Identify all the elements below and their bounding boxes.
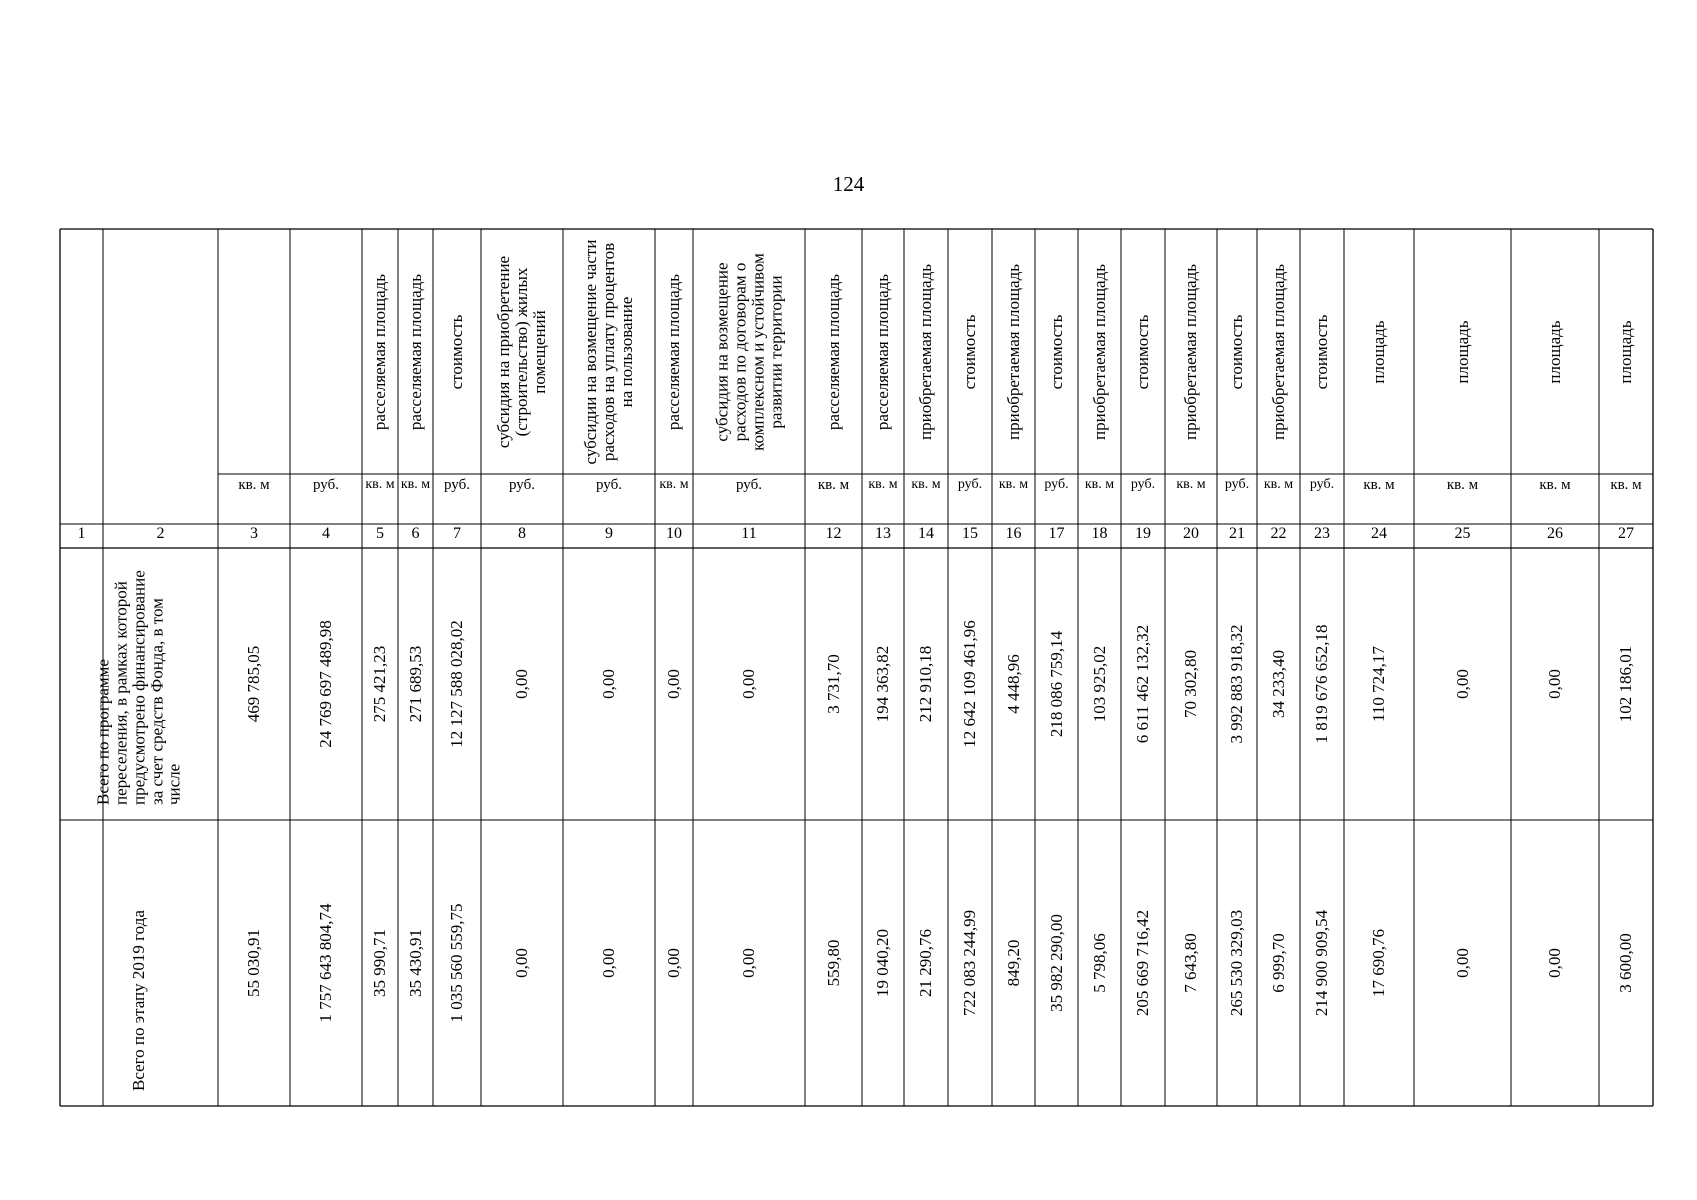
table-cell-23	[1300, 820, 1344, 1106]
cell-value: 0,00	[599, 948, 619, 978]
cell-value: 1 757 643 804,74	[316, 903, 336, 1023]
column-header-27	[1599, 229, 1653, 474]
table-cell-17	[1035, 548, 1078, 820]
table-cell-9	[563, 548, 655, 820]
column-number-10: 10	[666, 525, 682, 542]
column-unit-25: кв. м	[1446, 477, 1479, 493]
cell-value: 271 689,53	[405, 645, 425, 723]
column-number-23: 23	[1314, 525, 1330, 542]
cell-value: 212 910,18	[916, 645, 936, 723]
table-cell-15	[948, 820, 992, 1106]
cell-value: 35 982 290,00	[1046, 914, 1066, 1012]
table-cell-27	[1599, 548, 1653, 820]
column-header-25	[1414, 229, 1511, 474]
column-header-26	[1511, 229, 1599, 474]
cell-value: 7 643,80	[1181, 933, 1201, 993]
table-cell-20	[1165, 548, 1217, 820]
column-unit-14: кв. м	[911, 477, 941, 492]
cell-value: 21 290,76	[916, 929, 936, 997]
column-number-9: 9	[605, 525, 613, 542]
column-unit-10: кв. м	[659, 477, 689, 492]
column-header-19	[1121, 229, 1165, 474]
column-header-text: расселяемая площадь	[370, 273, 390, 430]
column-unit-15: руб.	[957, 477, 983, 492]
column-unit-17: руб.	[1044, 477, 1069, 492]
column-number-3: 3	[250, 525, 258, 542]
table-cell-7	[433, 820, 481, 1106]
table-cell-26	[1511, 820, 1599, 1106]
column-header-text: приобретаемая площадь	[916, 263, 936, 440]
table-cell-17	[1035, 820, 1078, 1106]
table-cell-8	[481, 820, 563, 1106]
cell-value: 6 611 462 132,32	[1133, 624, 1153, 744]
column-header-7	[433, 229, 481, 474]
cell-value: 559,80	[823, 939, 843, 987]
column-header-text: стоимость	[1133, 314, 1153, 389]
cell-value: 722 083 244,99	[960, 909, 980, 1017]
cell-value: 0,00	[1452, 669, 1472, 699]
cell-value: 5 798,06	[1089, 933, 1109, 993]
table-cell-11	[693, 548, 805, 820]
table-cell-5	[362, 820, 398, 1106]
column-unit-11: руб.	[736, 477, 762, 493]
table-cell-12	[805, 548, 862, 820]
table-cell-5	[362, 548, 398, 820]
cell-value: 214 900 909,54	[1312, 909, 1332, 1017]
column-header-22	[1257, 229, 1300, 474]
column-unit-3: кв. м	[238, 477, 270, 493]
table-cell-18	[1078, 548, 1121, 820]
column-unit-21: руб.	[1224, 477, 1250, 492]
cell-value: 0,00	[1545, 669, 1565, 699]
table-cell-26	[1511, 548, 1599, 820]
cell-value: 1 819 676 652,18	[1312, 624, 1332, 744]
column-number-26: 26	[1547, 525, 1563, 542]
row-label-text: Всего по программе переселения, в рамках которой предусмотрено финансирование за счет средств Фонда, в том числе	[93, 570, 184, 805]
column-number-19: 19	[1135, 525, 1151, 542]
cell-value: 110 724,17	[1369, 646, 1389, 722]
table-cell-14	[904, 820, 948, 1106]
cell-value: 0,00	[512, 669, 532, 699]
column-header-16	[992, 229, 1035, 474]
column-unit-9: руб.	[596, 477, 622, 493]
column-header-8	[481, 229, 563, 474]
table-cell-13	[862, 548, 904, 820]
column-number-11: 11	[741, 525, 757, 542]
column-unit-23: руб.	[1309, 477, 1335, 492]
column-header-text: площадь	[1452, 319, 1472, 384]
table-cell-10	[655, 820, 693, 1106]
row-label	[60, 820, 218, 1106]
column-header-text: приобретаемая площадь	[1003, 263, 1023, 440]
row-label	[60, 548, 218, 820]
column-number-7: 7	[453, 525, 461, 542]
column-header-text: стоимость	[447, 314, 467, 389]
table-cell-19	[1121, 820, 1165, 1106]
table-cell-4	[290, 548, 362, 820]
table-cell-23	[1300, 548, 1344, 820]
column-number-8: 8	[518, 525, 526, 542]
table-cell-25	[1414, 548, 1511, 820]
row-label-text: Всего по этапу 2019 года	[129, 910, 149, 1091]
column-header-10	[655, 229, 693, 474]
column-number-4: 4	[322, 525, 330, 542]
column-number-24: 24	[1371, 525, 1387, 542]
cell-value: 0,00	[739, 669, 759, 699]
column-unit-20: кв. м	[1176, 477, 1206, 492]
table-cell-12	[805, 820, 862, 1106]
table-cell-18	[1078, 820, 1121, 1106]
cell-value: 205 669 716,42	[1133, 909, 1153, 1017]
column-number-15: 15	[962, 525, 978, 542]
column-header-11	[693, 229, 805, 474]
cell-value: 265 530 329,03	[1227, 909, 1247, 1017]
column-header-9	[563, 229, 655, 474]
cell-value: 275 421,23	[370, 645, 390, 723]
table-cell-6	[398, 548, 433, 820]
column-header-text: приобретаемая площадь	[1268, 263, 1288, 440]
table-cell-27	[1599, 820, 1653, 1106]
cell-value: 55 030,91	[244, 929, 264, 997]
table-cell-8	[481, 548, 563, 820]
column-number-20: 20	[1183, 525, 1199, 542]
column-number-5: 5	[376, 525, 384, 542]
table-cell-3	[218, 820, 290, 1106]
column-number-13: 13	[875, 525, 891, 542]
column-unit-12: кв. м	[817, 477, 850, 493]
column-header-18	[1078, 229, 1121, 474]
column-number-22: 22	[1270, 525, 1287, 542]
column-header-text: субсидия на приобретение (строительство) жилых помещений	[494, 255, 549, 448]
column-header-text: расселяемая площадь	[405, 273, 425, 430]
cell-value: 102 186,01	[1616, 645, 1636, 723]
cell-value: 3 600,00	[1616, 933, 1636, 993]
column-header-text: расселяемая площадь	[664, 273, 684, 430]
column-unit-19: руб.	[1130, 477, 1156, 492]
column-number-18: 18	[1091, 525, 1108, 542]
table-cell-16	[992, 820, 1035, 1106]
cell-value: 849,20	[1003, 939, 1023, 987]
table-cell-7	[433, 548, 481, 820]
table-cell-4	[290, 820, 362, 1106]
column-unit-24: кв. м	[1363, 477, 1395, 493]
table-cell-14	[904, 548, 948, 820]
cell-value: 17 690,76	[1369, 929, 1389, 997]
table-cell-11	[693, 820, 805, 1106]
table-cell-22	[1257, 548, 1300, 820]
table-cell-10	[655, 548, 693, 820]
cell-value: 4 448,96	[1003, 654, 1023, 714]
cell-value: 35 430,91	[405, 929, 425, 997]
column-number-21: 21	[1229, 525, 1245, 542]
column-header-text: расселяемая площадь	[873, 273, 893, 430]
column-number-27: 27	[1618, 525, 1634, 542]
table-cell-20	[1165, 820, 1217, 1106]
column-number-25: 25	[1454, 525, 1471, 542]
cell-value: 6 999,70	[1268, 933, 1288, 993]
column-number-16: 16	[1005, 525, 1022, 542]
cell-value: 0,00	[1545, 948, 1565, 978]
cell-value: 0,00	[1452, 948, 1472, 978]
page-number: 124	[832, 172, 865, 196]
column-header-15	[948, 229, 992, 474]
table-cell-24	[1344, 548, 1414, 820]
column-number-1: 1	[77, 525, 86, 542]
column-header-5	[362, 229, 398, 474]
column-header-text: приобретаемая площадь	[1089, 263, 1109, 440]
cell-value: 12 642 109 461,96	[960, 620, 980, 748]
cell-value: 12 127 588 028,02	[447, 620, 467, 748]
column-unit-13: кв. м	[868, 477, 898, 492]
cell-value: 0,00	[512, 948, 532, 978]
column-header-text: приобретаемая площадь	[1181, 263, 1201, 440]
column-header-text: стоимость	[960, 314, 980, 389]
cell-value: 194 363,82	[873, 645, 893, 723]
column-number-2: 2	[156, 525, 165, 542]
cell-value: 469 785,05	[244, 645, 264, 723]
cell-value: 0,00	[664, 948, 684, 978]
column-header-23	[1300, 229, 1344, 474]
column-header-text: расселяемая площадь	[823, 273, 843, 430]
table-cell-3	[218, 548, 290, 820]
column-header-text: стоимость	[1227, 314, 1247, 389]
table-cell-16	[992, 548, 1035, 820]
column-number-14: 14	[918, 525, 934, 542]
column-number-6: 6	[411, 525, 420, 542]
column-number-12: 12	[825, 525, 842, 542]
cell-value: 34 233,40	[1268, 650, 1288, 718]
table-cell-13	[862, 820, 904, 1106]
table-cell-9	[563, 820, 655, 1106]
cell-value: 0,00	[664, 669, 684, 699]
column-unit-5: кв. м	[365, 477, 395, 492]
table-cell-15	[948, 548, 992, 820]
cell-value: 35 990,71	[370, 929, 390, 997]
cell-value: 0,00	[739, 948, 759, 978]
column-header-text: стоимость	[1312, 314, 1332, 389]
column-header-21	[1217, 229, 1257, 474]
cell-value: 70 302,80	[1181, 650, 1201, 718]
table-cell-24	[1344, 820, 1414, 1106]
column-header-6	[398, 229, 433, 474]
column-unit-27: кв. м	[1610, 477, 1642, 493]
column-header-text: субсидия на возмещение расходов по договорам о комплексном и устойчивом развитии территории	[712, 252, 785, 451]
column-header-text: площадь	[1545, 319, 1565, 384]
table-cell-19	[1121, 548, 1165, 820]
column-number-17: 17	[1048, 525, 1065, 542]
column-header-text: субсидии на возмещение части расходов на уплату процентов на пользование	[581, 239, 636, 464]
column-unit-26: кв. м	[1539, 477, 1571, 493]
column-header-text: площадь	[1616, 319, 1636, 384]
column-header-text: площадь	[1369, 319, 1389, 384]
cell-value: 24 769 697 489,98	[316, 620, 336, 748]
cell-value: 103 925,02	[1089, 645, 1109, 723]
column-header-24	[1344, 229, 1414, 474]
cell-value: 19 040,20	[873, 929, 893, 997]
table-cell-6	[398, 820, 433, 1106]
column-unit-16: кв. м	[998, 477, 1029, 492]
column-header-13	[862, 229, 904, 474]
column-unit-7: руб.	[444, 477, 470, 493]
table-cell-25	[1414, 820, 1511, 1106]
column-unit-6: кв. м	[400, 477, 431, 492]
cell-value: 0,00	[599, 669, 619, 699]
table-cell-21	[1217, 548, 1257, 820]
table-cell-22	[1257, 820, 1300, 1106]
table-cell-21	[1217, 820, 1257, 1106]
cell-value: 3 992 883 918,32	[1227, 624, 1247, 744]
cell-value: 218 086 759,14	[1046, 630, 1066, 738]
column-unit-22: кв. м	[1263, 477, 1294, 492]
cell-value: 1 035 560 559,75	[447, 903, 467, 1023]
column-unit-8: руб.	[509, 477, 535, 493]
column-header-20	[1165, 229, 1217, 474]
column-header-text: стоимость	[1046, 314, 1066, 389]
column-header-14	[904, 229, 948, 474]
column-unit-18: кв. м	[1084, 477, 1115, 492]
column-unit-4: руб.	[313, 477, 339, 493]
column-header-12	[805, 229, 862, 474]
cell-value: 3 731,70	[823, 654, 843, 714]
column-header-17	[1035, 229, 1078, 474]
